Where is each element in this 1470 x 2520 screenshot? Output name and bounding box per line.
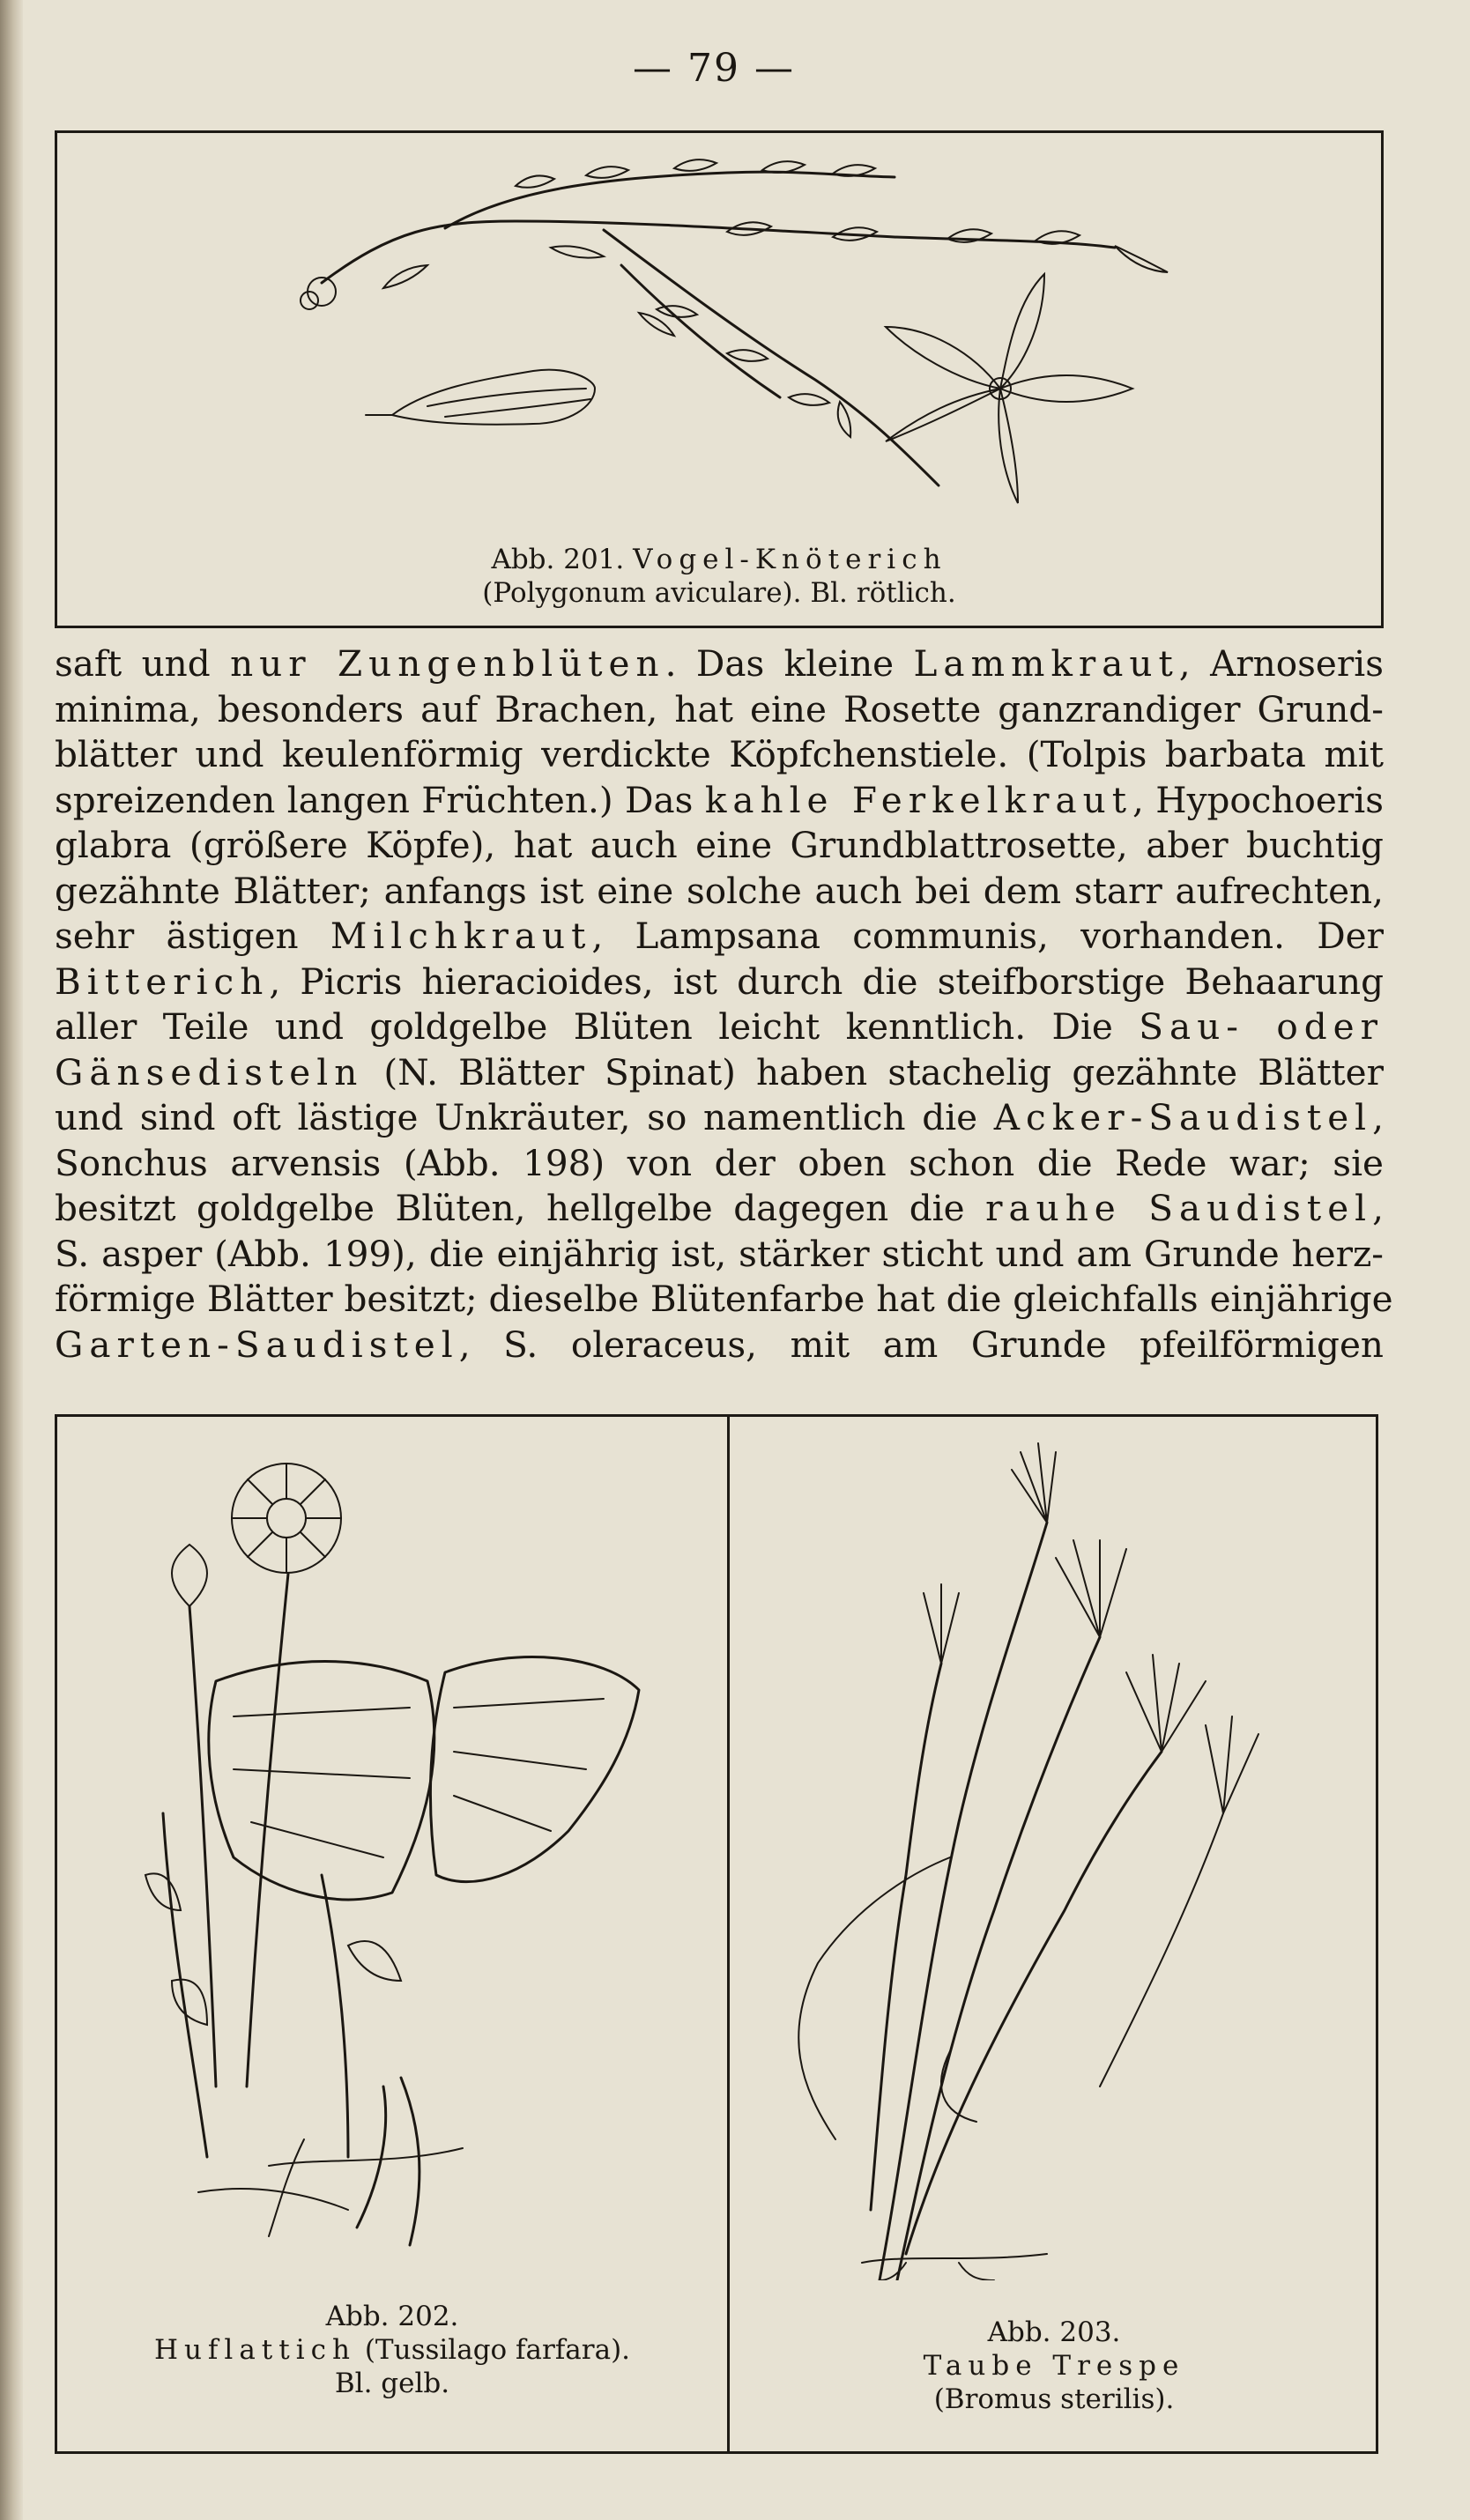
figure-201-name: Vogel-Knöterich <box>633 544 947 575</box>
text-run: blätter und keulenförmig verdickte Köpfchenstiele. (Tolpis barbata mit <box>55 733 1384 775</box>
book-spine-edge <box>0 0 23 2520</box>
text-run: , Hypochoeris <box>1132 778 1384 821</box>
text-line <box>55 1095 1384 1141</box>
text-line <box>55 641 1384 687</box>
figure-203-label: Abb. 203. <box>987 2316 1121 2348</box>
text-line <box>55 1141 1384 1187</box>
text-line <box>55 914 1384 960</box>
figure-202-note: Bl. gelb. <box>334 2368 450 2399</box>
text-line <box>55 1277 1393 1323</box>
text-run: und sind oft lästige Unkräuter, so namentlich die <box>55 1096 994 1138</box>
page-number: — 79 — <box>633 46 795 91</box>
text-line <box>55 1050 1384 1096</box>
figure-202-name: Huflattich <box>153 2334 356 2366</box>
text-run: sehr ästigen <box>55 915 330 957</box>
emphasized-term: Sau- oder <box>1139 1005 1384 1048</box>
emphasized-term: Lammkraut <box>913 642 1179 685</box>
text-run: gezähnte Blätter; anfangs ist eine solche auch bei dem starr aufrechten, <box>55 869 1384 912</box>
figure-202-label: Abb. 202. <box>325 2301 459 2332</box>
figure-202-203-frame <box>55 1414 1378 2454</box>
text-line <box>55 1323 1384 1368</box>
brome-grass-illustration <box>730 1417 1378 2280</box>
text-line <box>55 687 1384 733</box>
text-line <box>55 732 1384 778</box>
knotweed-illustration <box>57 133 1381 538</box>
text-run: förmige Blätter besitzt; dieselbe Blütenfarbe hat die gleichfalls einjährige <box>55 1278 1393 1320</box>
figure-201-label: Abb. 201. <box>491 544 625 575</box>
text-run: glabra (größere Köpfe), hat auch eine Grundblattrosette, aber buchtig <box>55 824 1384 866</box>
coltsfoot-illustration <box>57 1417 727 2280</box>
emphasized-term: Acker-Saudistel <box>993 1096 1373 1138</box>
figure-203-name: Taube Trespe <box>923 2350 1185 2382</box>
text-run: S. asper (Abb. 199), die einjährig ist, stärker sticht und am Grunde herz- <box>55 1232 1384 1275</box>
figure-201-frame <box>55 130 1384 628</box>
text-run: , <box>1372 1096 1384 1138</box>
figure-203-caption <box>730 2316 1378 2416</box>
text-run: Sonchus arvensis (Abb. 198) von der oben schon die Rede war; sie <box>55 1141 1384 1184</box>
text-run: saft und <box>55 642 231 685</box>
emphasized-term: Gänsedisteln <box>55 1050 364 1093</box>
text-run: (N. Blätter Spinat) haben stachelig gezähnte Blätter <box>363 1050 1384 1093</box>
emphasized-term: Garten-Saudistel <box>55 1323 459 1366</box>
emphasized-term: Milchkraut <box>330 915 592 957</box>
text-run: , Picris hieracioides, ist durch die steifborstige Behaarung <box>269 960 1384 1003</box>
figure-202-latin: (Tussilago farfara). <box>364 2334 631 2366</box>
text-run: aller Teile und goldgelbe Blüten leicht kenntlich. Die <box>55 1005 1140 1048</box>
figure-202-caption <box>57 2300 727 2400</box>
text-line <box>55 778 1384 824</box>
text-run: , Arnoseris <box>1178 642 1384 685</box>
text-line <box>55 1004 1384 1050</box>
text-run: . Das kleine <box>664 642 914 685</box>
text-run: spreizenden langen Früchten.) Das <box>55 778 705 821</box>
emphasized-term: Bitterich <box>55 960 270 1003</box>
emphasized-term: kahle Ferkelkraut <box>704 778 1132 821</box>
text-line <box>55 960 1384 1005</box>
text-run: , S. oleraceus, mit am Grunde pfeilförmigen <box>458 1323 1384 1366</box>
text-run: minima, besonders auf Brachen, hat eine Rosette ganzrandiger Grund- <box>55 687 1384 730</box>
text-line <box>55 1186 1384 1232</box>
text-line <box>55 823 1384 869</box>
emphasized-term: nur Zungenblüten <box>230 642 665 685</box>
figure-203-latin: (Bromus sterilis). <box>933 2383 1175 2415</box>
body-text <box>55 641 1393 1367</box>
text-run: besitzt goldgelbe Blüten, hellgelbe dagegen die <box>55 1187 986 1229</box>
text-line <box>55 869 1384 915</box>
text-run: , <box>1372 1187 1384 1229</box>
emphasized-term: rauhe Saudistel <box>985 1187 1373 1229</box>
text-line <box>55 1232 1384 1278</box>
figure-201-latin: (Polygonum aviculare). <box>482 577 802 609</box>
figure-201-note: Bl. rötlich. <box>810 577 956 609</box>
figure-201-caption <box>57 543 1381 610</box>
text-run: , Lampsana communis, vorhanden. Der <box>591 915 1384 957</box>
